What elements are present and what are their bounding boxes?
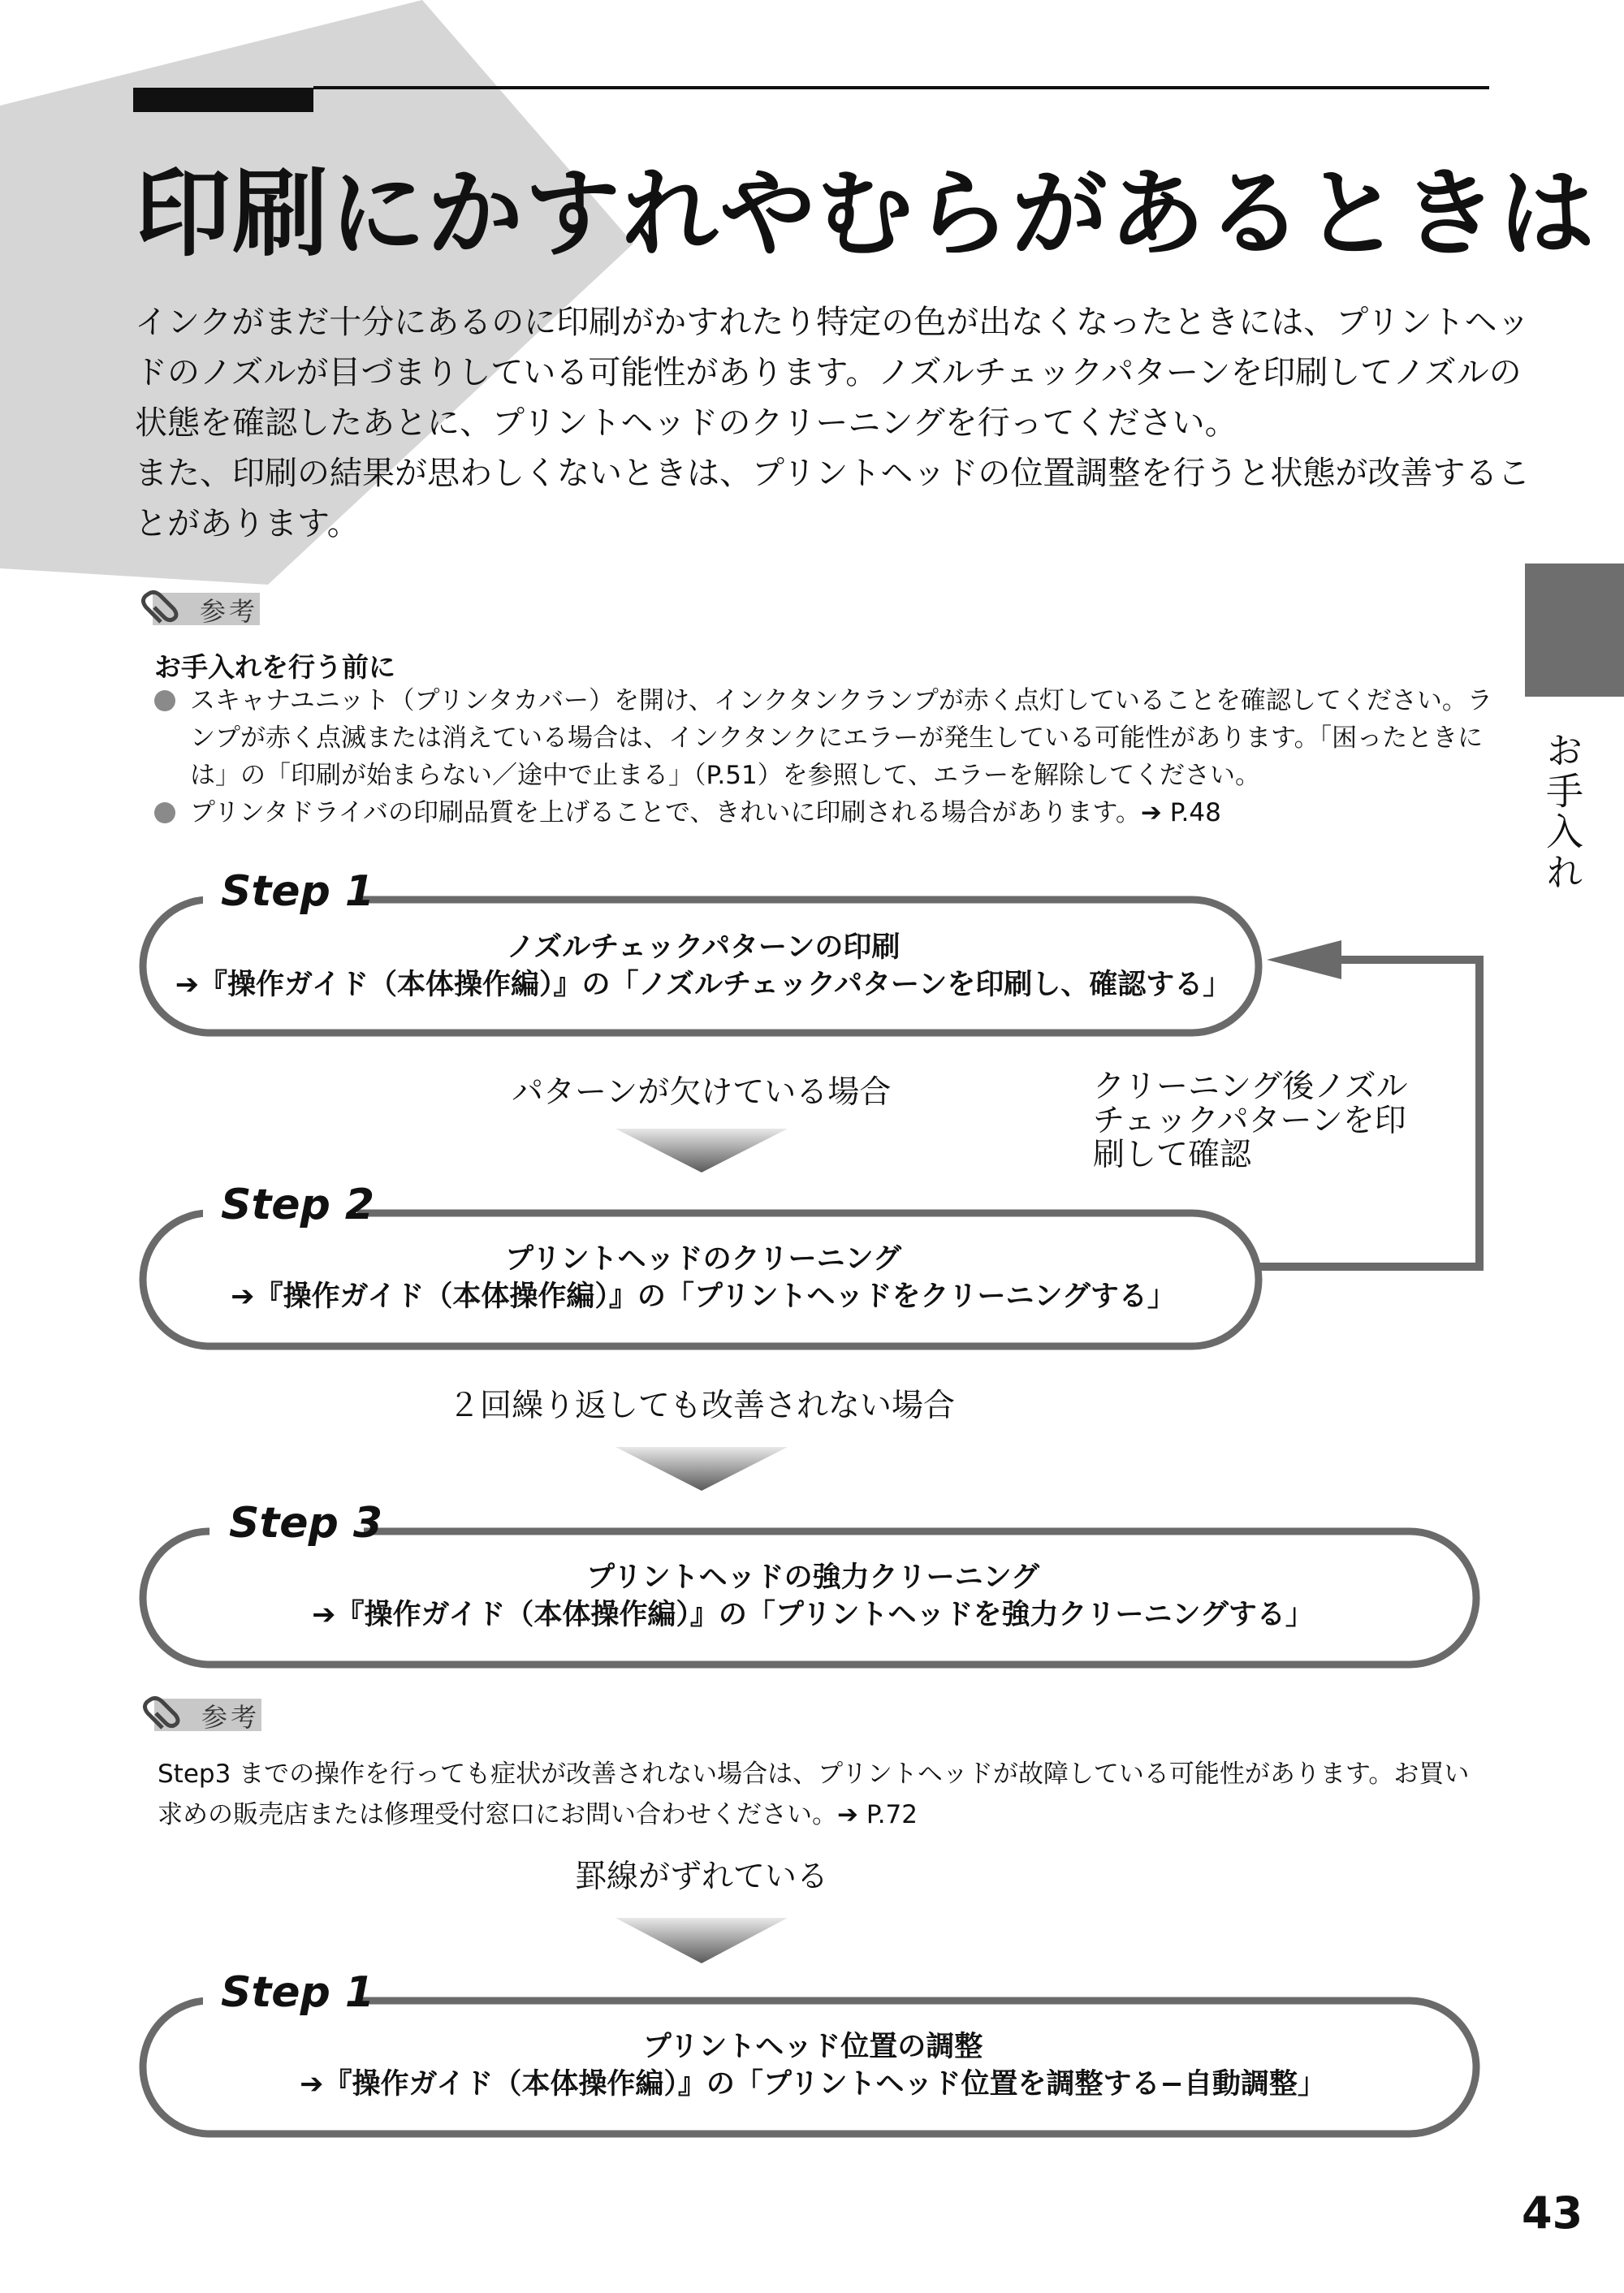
condition-label: 罫線がずれている: [575, 1859, 829, 1895]
page-title: 印刷にかすれやむらがあるときは: [135, 158, 1597, 270]
step3-link[interactable]: ➔『操作ガイド（本体操作編）』の「プリントヘッドを強力クリーニングする」: [312, 1599, 1314, 1631]
step2-title: プリントヘッドのクリーニング: [505, 1243, 901, 1276]
reference-badge-label: 参考: [200, 596, 259, 627]
intro-line: また、印刷の結果が思わしくないときは、プリントヘッドの位置調整を行うと状態が改善するこ: [135, 455, 1531, 492]
reference-badge: [138, 1689, 263, 1736]
down-arrow-1: [615, 1129, 788, 1172]
note-line: Step3 までの操作を行っても症状が改善されない場合は、プリントヘッドが故障している可能性があります。お買い: [158, 1760, 1470, 1789]
down-arrow-2: [615, 1447, 788, 1491]
step1-label: Step 1: [221, 867, 375, 916]
step1b-title: プリントヘッド位置の調整: [642, 2031, 983, 2063]
step2-link[interactable]: ➔『操作ガイド（本体操作編）』の「プリントヘッドをクリーニングする」: [231, 1280, 1176, 1313]
intro-line: インクがまだ十分にあるのに印刷がかすれたり特定の色が出なくなったときには、プリントヘッ: [135, 304, 1530, 341]
step3-text: [143, 1559, 1483, 1634]
loop-note: [1093, 1070, 1408, 1172]
bullet-text: スキャナユニット（プリンタカバー）を開け、インクタンクランプが赤く点灯していることを確認してください。ランプが赤く点滅または消えている場合は、インクタンクにエラーが発生している可能性があります。「困ったときには」の「印刷が始まらない／途中で止まる」（P.51）を参照して、エラーを解除してください。: [190, 686, 1492, 790]
loop-note-line: チェックパターンを印: [1093, 1103, 1406, 1139]
intro-line: 状態を確認したあとに、プリントヘッドのクリーニングを行ってください。: [135, 404, 1237, 442]
step2-label: Step 2: [221, 1181, 375, 1229]
step3-title: プリントヘッドの強力クリーニング: [586, 1561, 1039, 1594]
intro-line: とがあります。: [135, 505, 360, 542]
loop-note-line: クリーニング後ノズル: [1093, 1069, 1408, 1105]
condition-label: パターンが欠けている場合: [512, 1074, 892, 1111]
reference-badge-label: 参考: [201, 1702, 261, 1733]
step1b-text: [143, 2028, 1483, 2103]
step3-label: Step 3: [229, 1499, 383, 1548]
bullet-text: プリンタドライバの印刷品質を上げることで、きれいに印刷される場合があります。➔ P.48: [190, 798, 1221, 827]
page-number: 43: [1522, 2187, 1583, 2239]
down-arrow-3: [615, 1918, 788, 1963]
side-tab-label: お手入れ: [1540, 731, 1584, 893]
step1b-label: Step 1: [221, 1968, 375, 2017]
reference-heading: お手入れを行う前に: [154, 651, 395, 683]
loop-arrowhead: [1267, 940, 1341, 979]
note-line: 求めの販売店または修理受付窓口にお問い合わせください。➔ P.72: [158, 1800, 918, 1829]
step1b-link[interactable]: ➔『操作ガイド（本体操作編）』の「プリントヘッド位置を調整する−自動調整」: [300, 2068, 1326, 2101]
loop-note-line: 刷して確認: [1093, 1137, 1252, 1173]
step1-title: ノズルチェックパターンの印刷: [506, 931, 901, 964]
step1-text: [143, 929, 1263, 1004]
step1-link[interactable]: ➔『操作ガイド（本体操作編）』の「ノズルチェックパターンを印刷し、確認する」: [175, 969, 1232, 1001]
condition-label: ２回繰り返しても改善されない場合: [448, 1388, 956, 1424]
intro-line: ドのノズルが目づまりしている可能性があります。ノズルチェックパターンを印刷してノズルの: [135, 354, 1522, 391]
step2-text: [143, 1241, 1263, 1315]
reference-note: [158, 1754, 1505, 1835]
